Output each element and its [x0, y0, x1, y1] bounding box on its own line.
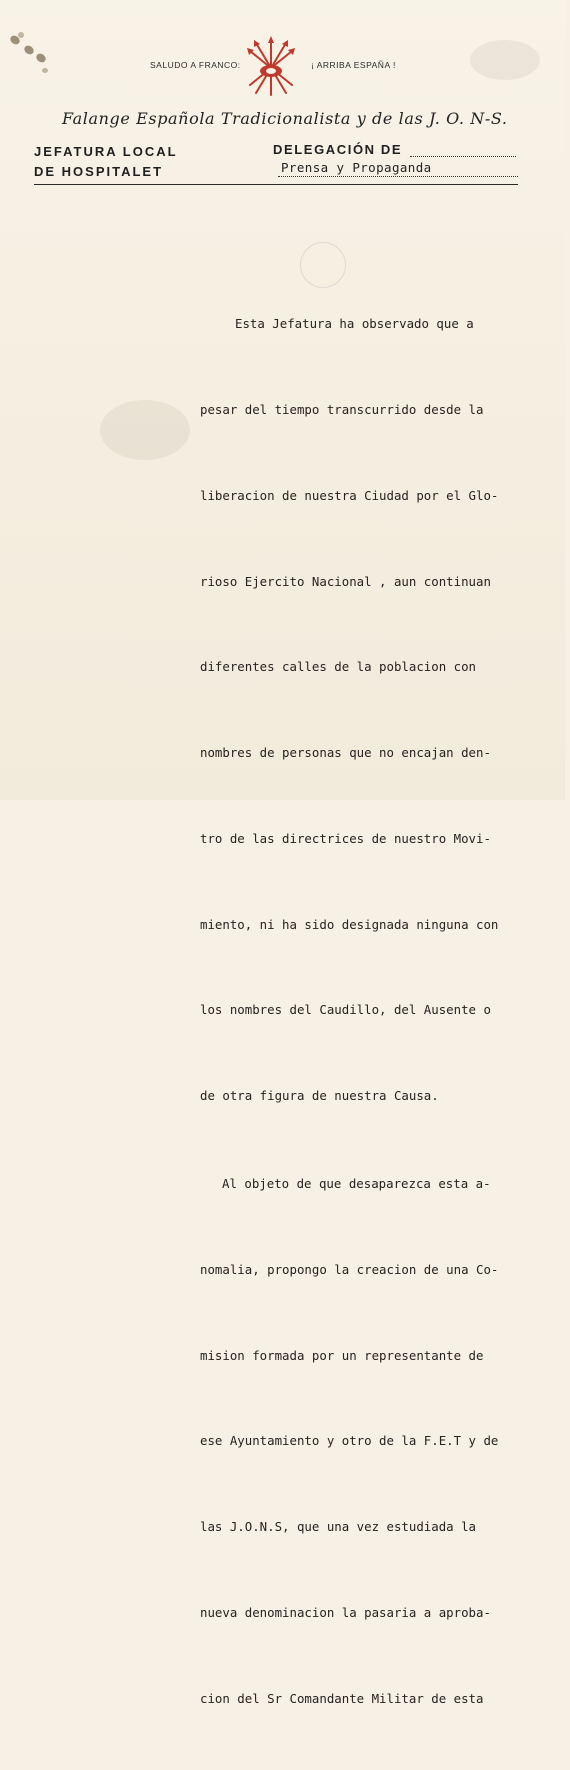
letter-line: Al objeto de que desaparezca esta a- [222, 1176, 491, 1191]
jefatura-block [34, 142, 178, 182]
motto-right: ¡ ARRIBA ESPAÑA ! [311, 60, 396, 70]
header-divider [34, 184, 518, 185]
letter-line: nomalia, propongo la creacion de una Co- [200, 1261, 499, 1277]
letter-body [200, 253, 570, 1770]
motto-left: SALUDO A FRANCO: [150, 60, 241, 70]
letter-line: nueva denominacion la pasaria a aproba- [200, 1604, 491, 1620]
letter-line: tro de las directrices de nuestro Movi- [200, 830, 491, 846]
letter-line: nombres de personas que no encajan den- [200, 745, 491, 761]
yoke-and-arrows-emblem [246, 35, 296, 101]
letter-line: rioso Ejercito Nacional , aun continuan [200, 573, 491, 589]
letter-line: ese Ayuntamiento y otro de la F.E.T y de [200, 1433, 499, 1449]
letter-line: diferentes calles de la poblacion con [200, 659, 477, 675]
letter-line: Esta Jefatura ha observado que a [235, 316, 474, 332]
letter-line: mision formada por un representante de [200, 1347, 484, 1363]
delegation-value: Prensa y Propaganda [281, 160, 432, 175]
jefatura-line-1: JEFATURA LOCAL [34, 144, 178, 159]
jefatura-line-2: DE HOSPITALET [34, 164, 164, 179]
letter-line: pesar del tiempo transcurrido desde la [200, 401, 484, 417]
delegation-title: DELEGACIÓN DE [273, 142, 403, 157]
letter-line: los nombres del Caudillo, del Ausente o [200, 1002, 491, 1018]
organization-name: Falange Española Tradicionalista y de las J. O. N-S. [62, 109, 508, 128]
letter-line: liberacion de nuestra Ciudad por el Glo- [200, 487, 499, 503]
dotted-fill-line [410, 156, 516, 157]
letter-line: las J.O.N.S, que una vez estudiada la [200, 1519, 477, 1535]
binding-marks [6, 28, 56, 88]
dotted-fill-line [278, 176, 518, 177]
letter-line: cion del Sr Comandante Militar de esta [200, 1690, 484, 1706]
letter-line: miento, ni ha sido designada ninguna con [200, 916, 499, 932]
letter-line: de otra figura de nuestra Causa. [200, 1088, 439, 1104]
